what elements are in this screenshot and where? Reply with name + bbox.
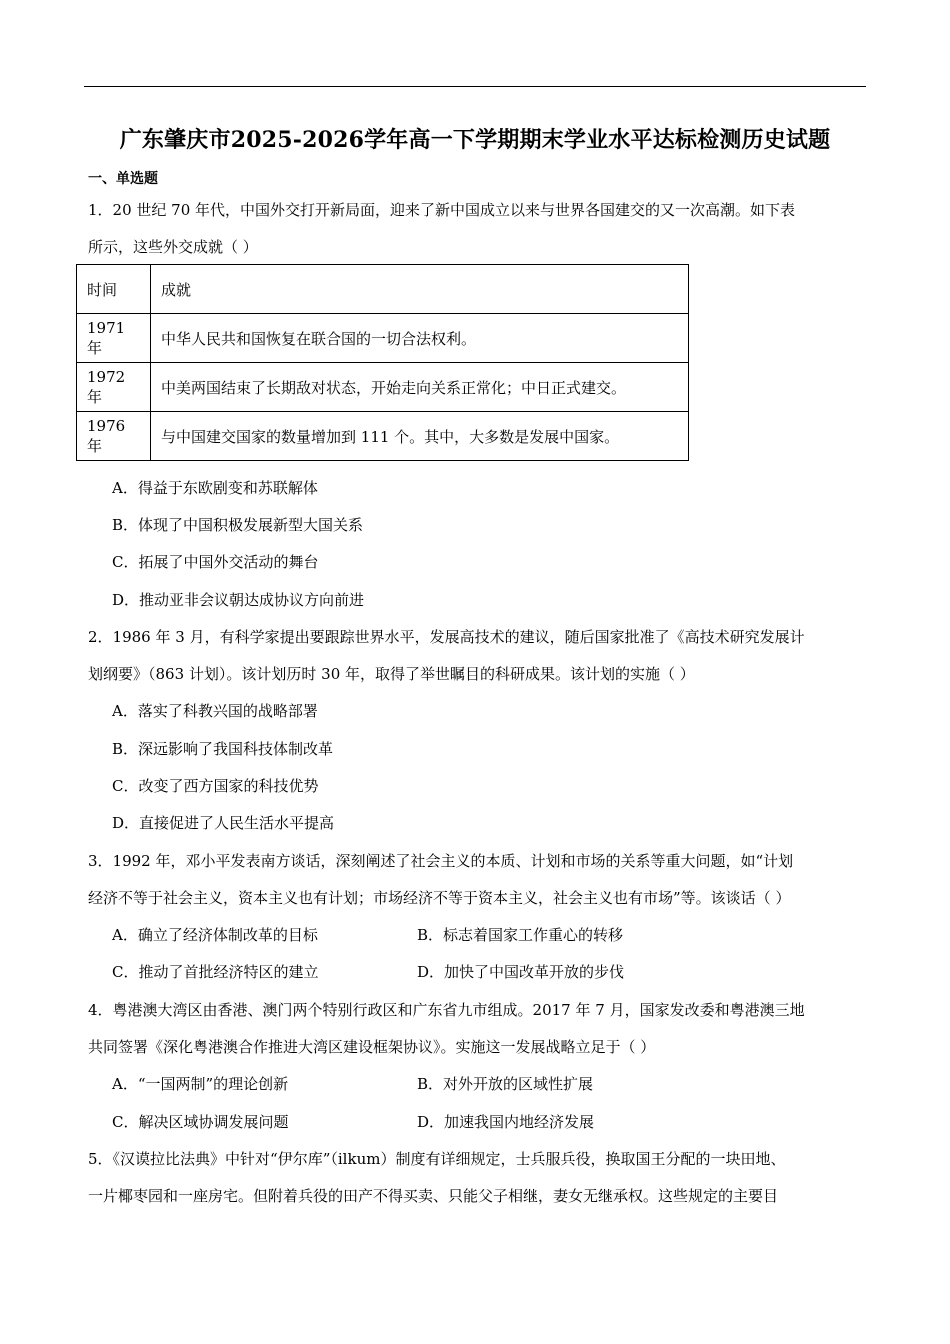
q2-option-b: B．深远影响了我国科技体制改革: [112, 740, 334, 758]
q5-stem-line-1: 5．《汉谟拉比法典》中针对“伊尔库”（ilkum）制度有详细规定，士兵服兵役，换取国王分配的一块田地、: [88, 1150, 786, 1168]
q4-stem-line-2: 共同签署《深化粤港澳合作推进大湾区建设框架协议》。实施这一发展战略立足于（ ）: [88, 1038, 656, 1056]
q1-option-d: D．推动亚非会议朝达成协议方向前进: [112, 591, 365, 609]
q4-option-a: A．“一国两制”的理论创新: [112, 1075, 289, 1093]
q5-stem-line-2: 一片椰枣园和一座房宅。但附着兵役的田产不得买卖、只能父子相继，妻女无继承权。这些规定的主要目: [88, 1187, 779, 1205]
page-title: 广东肇庆市2025-2026学年高一下学期期末学业水平达标检测历史试题: [119, 127, 831, 153]
q1-stem-line-1: 1．20 世纪 70 年代，中国外交打开新局面，迎来了新中国成立以来与世界各国建交的又一次高潮。如下表: [88, 201, 796, 219]
q1-achievement-table: [76, 264, 689, 461]
table-cell-year: 1971 年: [77, 314, 151, 363]
table-row: [77, 314, 689, 363]
table-row: [77, 412, 689, 461]
q2-option-a: A．落实了科教兴国的战略部署: [112, 702, 318, 720]
table-header-row: [77, 265, 689, 314]
table-cell-year: 1972 年: [77, 363, 151, 412]
table-header-cell: 成就: [151, 265, 689, 314]
q3-stem-line-2: 经济不等于社会主义，资本主义也有计划；市场经济不等于资本主义，社会主义也有市场”等。该谈话（ ）: [88, 889, 791, 907]
q2-stem-line-2: 划纲要》（863 计划）。该计划历时 30 年，取得了举世瞩目的科研成果。该计划的实施（ ）: [88, 665, 695, 683]
header-rule: [84, 86, 866, 87]
q1-option-b: B．体现了中国积极发展新型大国关系: [112, 516, 364, 534]
q3-option-d: D．加快了中国改革开放的步伐: [417, 963, 625, 981]
q3-option-b: B．标志着国家工作重心的转移: [417, 926, 624, 944]
q4-option-c: C．解决区域协调发展问题: [112, 1113, 289, 1131]
table-header-cell: 时间: [77, 265, 151, 314]
q1-option-c: C．拓展了中国外交活动的舞台: [112, 553, 319, 571]
q3-option-c: C．推动了首批经济特区的建立: [112, 963, 319, 981]
section-heading: 一、单选题: [88, 171, 158, 187]
table-cell-achievement: 与中国建交国家的数量增加到 111 个。其中，大多数是发展中国家。: [151, 412, 689, 461]
q4-option-d: D．加速我国内地经济发展: [417, 1113, 595, 1131]
q2-stem-line-1: 2．1986 年 3 月，有科学家提出要跟踪世界水平，发展高技术的建议，随后国家批准了《高技术研究发展计: [88, 628, 805, 646]
q1-option-a: A．得益于东欧剧变和苏联解体: [112, 479, 318, 497]
q2-option-d: D．直接促进了人民生活水平提高: [112, 814, 335, 832]
q3-option-a: A．确立了经济体制改革的目标: [112, 926, 318, 944]
table-cell-achievement: 中华人民共和国恢复在联合国的一切合法权利。: [151, 314, 689, 363]
q3-stem-line-1: 3．1992 年，邓小平发表南方谈话，深刻阐述了社会主义的本质、计划和市场的关系等重大问题，如“计划: [88, 852, 794, 870]
q4-option-b: B．对外开放的区域性扩展: [417, 1075, 594, 1093]
table-cell-achievement: 中美两国结束了长期敌对状态，开始走向关系正常化；中日正式建交。: [151, 363, 689, 412]
table-row: [77, 363, 689, 412]
q4-stem-line-1: 4．粤港澳大湾区由香港、澳门两个特别行政区和广东省九市组成。2017 年 7 月，国家发改委和粤港澳三地: [88, 1001, 805, 1019]
table-cell-year: 1976 年: [77, 412, 151, 461]
q2-option-c: C．改变了西方国家的科技优势: [112, 777, 319, 795]
q1-stem-line-2: 所示，这些外交成就（ ）: [88, 238, 258, 256]
